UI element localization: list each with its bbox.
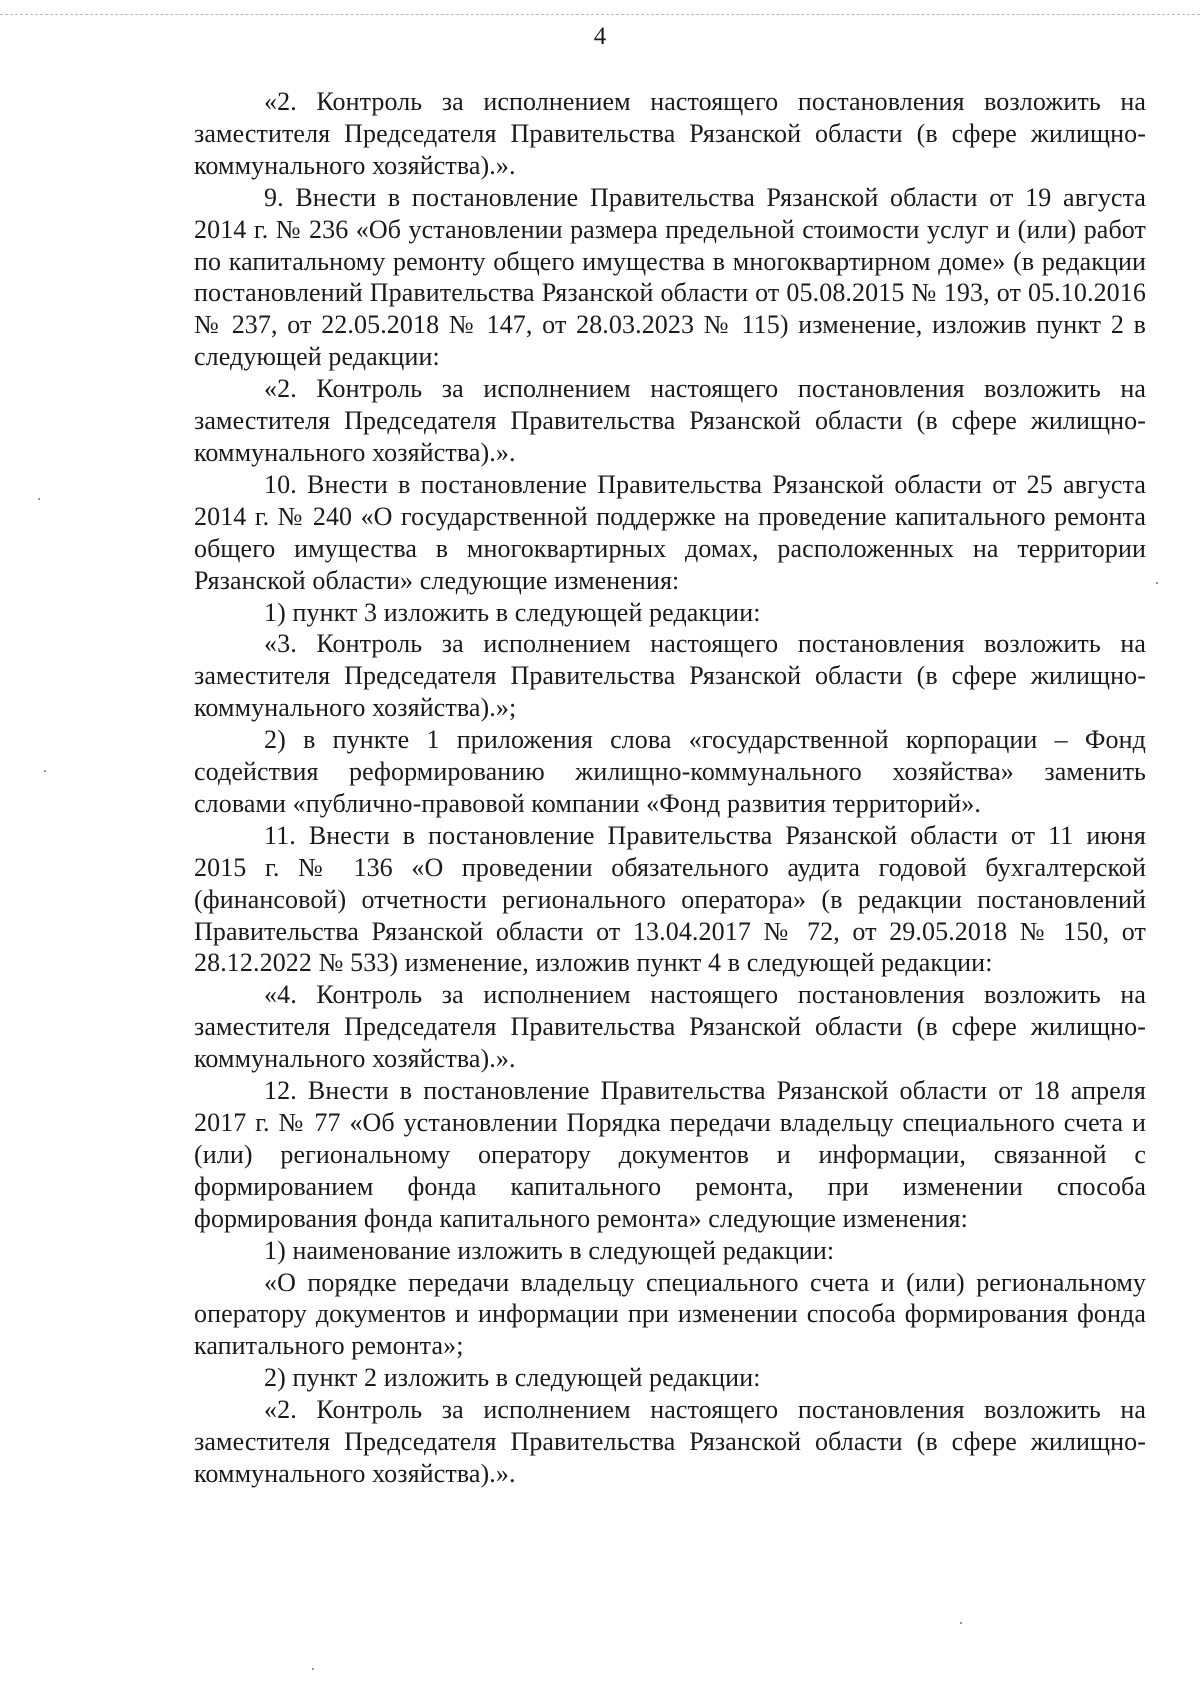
paragraph-1: «2. Контроль за исполнением настоящего постановления возложить на заместителя Председателя Правительства Рязанской области (в сфере жилищно-коммунального хозяйства).». bbox=[194, 87, 1146, 180]
paragraph-10: 12. Внести в постановление Правительства Рязанской области от 18 апреля 2017 г. № 77 «Об установлении Порядка передачи владельцу специального счета и (или) региональному оператору документов и информации, связанной с формированием фонда капитального ремонта, при изменении способа формирования фонда капитального ремонта» следующие изменения: bbox=[194, 1076, 1146, 1233]
scan-speck bbox=[1156, 582, 1158, 584]
scan-speck bbox=[44, 770, 46, 772]
paragraph-13: 2) пункт 2 изложить в следующей редакции: bbox=[264, 1363, 761, 1393]
paragraph-5: 1) пункт 3 изложить в следующей редакции: bbox=[264, 597, 761, 627]
paragraph-12: «О порядке передачи владельцу специального счета и (или) региональному оператору документов и информации при изменении способа формирования фонда капитального ремонта»; bbox=[194, 1267, 1146, 1361]
paragraph-4: 10. Внести в постановление Правительства Рязанской области от 25 августа 2014 г. № 240 «О государственной поддержке на проведение капитального ремонта общего имущества в многоквартирных домах, расположенных на территории Рязанской области» следующие изменения: bbox=[194, 469, 1146, 595]
scan-speck bbox=[312, 1668, 314, 1670]
paragraph-7: 2) в пункте 1 приложения слова «государственной корпорации – Фонд содействия реформированию жилищно-коммунального хозяйства» заменить словами «публично-правовой компании «Фонд развития территорий». bbox=[194, 725, 1146, 818]
paragraph-8: 11. Внести в постановление Правительства Рязанской области от 11 июня 2015 г. № 136 «О проведении обязательного аудита годовой бухгалтерской (финансовой) отчетности регионального оператора» (в редакции постановлений Правительства Рязанской области от 13.04.2017 № 72, от 29.05.2018 № 150, от 28.12.2022 № 533) изменение, изложив пункт 4 в следующей редакции: bbox=[194, 820, 1146, 978]
document-body bbox=[194, 86, 1146, 1490]
paragraph-11: 1) наименование изложить в следующей редакции: bbox=[264, 1235, 835, 1265]
paragraph-2: 9. Внести в постановление Правительства Рязанской области от 19 августа 2014 г. № 236 «Об установлении размера предельной стоимости услуг и (или) работ по капитальному ремонту общего имущества в многоквартирном доме» (в редакции постановлений Правительства Рязанской области от 05.08.2015 № 193, от 05.10.2016 № 237, от 22.05.2018 № 147, от 28.03.2023 № 115) изменение, изложив пункт 2 в следующей редакции: bbox=[194, 182, 1146, 372]
page-number: 4 bbox=[593, 23, 607, 50]
paragraph-3: «2. Контроль за исполнением настоящего постановления возложить на заместителя Председателя Правительства Рязанской области (в сфере жилищно-коммунального хозяйства).». bbox=[194, 374, 1146, 467]
scan-speck bbox=[38, 498, 40, 500]
paragraph-6: «3. Контроль за исполнением настоящего постановления возложить на заместителя Председателя Правительства Рязанской области (в сфере жилищно-коммунального хозяйства).»; bbox=[194, 629, 1146, 723]
paragraph-9: «4. Контроль за исполнением настоящего постановления возложить на заместителя Председателя Правительства Рязанской области (в сфере жилищно-коммунального хозяйства).». bbox=[194, 980, 1146, 1074]
paragraph-14: «2. Контроль за исполнением настоящего постановления возложить на заместителя Председателя Правительства Рязанской области (в сфере жилищно-коммунального хозяйства).». bbox=[194, 1395, 1146, 1488]
scan-edge-line bbox=[0, 14, 1200, 15]
scan-speck bbox=[960, 1622, 962, 1624]
